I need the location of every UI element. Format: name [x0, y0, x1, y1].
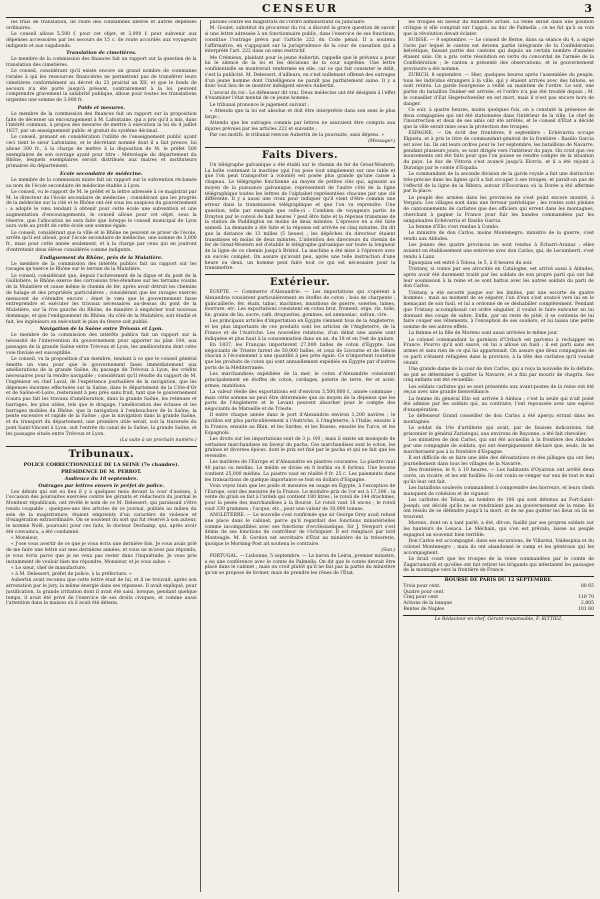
paragraph: » à M. Delessert, préfet de police, à la préfecture. »	[11, 572, 132, 577]
newspaper-title: CENSEUR	[261, 2, 339, 15]
paragraph: La valeur réelle des exportations est d'environ 3,500,000 f., année commune ; mais cette somme ne peut être déterminée que au moyen de la dépense que les ports de l'Angleterre et le Levant peuvent absorber pour le compte des négociants de Marseille et de Trieste.	[204, 389, 396, 412]
paragraph-egypte: ÉGYPTE. — Commerce d'Alexandrie. — Les importations qui s'opèrent à Alexandrie consistent particulièrement en étoffes de coton ; bois de charpente ; quincaillerie, fer, étain, tabac, machines, munitions de guerre, soieries, laines, fourrure, etc. Les exportations consistent en coton brut, froment, orge, riz, toile, lin, graine de lin, sucre, café, drogueries, gommes, sel ammoniac, safran, cire.	[204, 290, 396, 318]
stock-label: Actions de la banque	[403, 601, 453, 606]
court-title: POLICE CORRECTIONNELLE DE LA SEINE (7e chambre).	[23, 461, 180, 468]
paragraph: Les débats qui ont eu lieu il y a quelques mois devant la cour d'assises, à l'occasion des poursuites exercées contre les gérants et rédacteurs du journal le Moniteur républicain, ont révélé le nom de ce M. Delessert, qui paraissait s'être rendu coupable ; quelques-uns des articles de ce journal, publiés au milieu du sein de la magistrature, étaient empreints d'un caractère de violence et d'exagération extraordinaire. On se souvient du sort qui fut réservé à son auteur, le nommé Noël, poursuivi pour ces faits, le docteur Dechamp, qui, après avoir été convaincu, a été condamné.	[6, 489, 197, 535]
audience-date: Audience du 10 septembre.	[64, 475, 139, 482]
paragraph: Un télégraphe galvanique a été établi sur le chemin de fer de Great-Western. La boîte contenant la machine (qui l'on pose tout simplement sur une table et que l'on peut transporter à volonté) est posée plus grande qu'une caisse à chapeau. Le télégraphe fonctionne au moyen de petites clés qui, agissant au moyen de la puissance galvanique, représentent de l'autre côté de la ligne télégraphique toutes les lettres de l'alphabet représentées chacune par une clé différente. Il y a aussi une croix pour indiquer qu'il vient d'être commis une erreur dans la transmission télégraphique et que l'on va reprendre. Une question, telle par exemple que celle-ci : Combien de voyageurs partis de Drayton par le convoi de huit heures ? peut être faite et la réponse transmise de la station de Paddington en moins de deux minutes. L'épreuve en a été faite samedi. La demande a été faite et la réponse est arrivée en cinq minutes. On dit que la distance de 13 milles (5 lieues) ; les dépêches du directeur étaient transmises en moins de deux minutes. L'intention des directeurs du chemin de fer de Great-Western est d'établir le télégraphe galvanique sur toute la longueur de la ligne de ce chemin jusqu'à Bristol. La machine a été mise à l'épreuve avec un succès complet. On assure qu'avant peu, après une telle instruction d'une heure ou deux, un homme peut faire tout ce qui est nécessaire pour la transmettre.	[204, 162, 396, 272]
paragraph: Le conseil, considérant que, depuis l'achèvement de la digue et du pont de la Guillotière, le Rhône exerce des corrosions très-étendues sur les terrains voisins de la Mulatière et cause même le chemin de fer, après avoir détruit les chemins de halage et des propriétés particulières ; considérant que les ravages exercés menacent de s'étendre encore ; émet le vœu que le gouvernement fasse entreprendre et exécuter les travaux nécessaires au-dessus du pont de la Mulatière, sur la rive gauche du Rhône, de manière à empêcher tout nouveau dommage, et que l'endiguement du Rhône, du côté de la Mulatière, soit étudié et fait, les ingénieurs en exécutant le plan du fleuve soit publié.	[6, 273, 197, 325]
divider	[205, 147, 396, 148]
paragraph: Le membre de la commission des intérêts publics fait un rapport sur la nécessité de l'intervention du gouvernement pour apporter au plan 104, aux passages de la grande Saône entre Trévoux et Lyon, les améliorations dont cette voie fluviale est susceptible.	[6, 333, 197, 356]
stock-row	[403, 607, 594, 613]
paragraph: Les marchandises expédiées de la mer, le coton d'Alexandrie consistent principalement en étoffes de coton, cordages, poterie de terre, fer et acier, armes, munitions.	[204, 372, 396, 389]
section-heading: Endiguement du Rhône, près de la Mulatière.	[39, 254, 163, 261]
paragraph: Il entre chaque année dans le port d'Alexandrie environ 1,200 navires ; le pavillon est plus particulièrement à l'Autriche, à l'Angleterre, à l'Italie, ensuite à la France, ensuite au Rhin, et les Sardes, et les Russes, ensuite les Turcs, et les Espagnols.	[204, 413, 396, 436]
paragraph: Ce soir, à quatre heures, moins quelques fois, on a constaté la présence de deux compagnies qui ont été stationnées dans l'intérieur de la ville. Le chef de l'insurrection et deux de ses amis ont été arrêtés, et le conseil d'État a décidé que la ville serait mise sous la protection des troupes.	[403, 107, 595, 130]
section-title-exterieur: Extérieur.	[269, 277, 331, 288]
paragraph: Egusquiza est entré à Tolosa, le 5, à 8 heures du soir.	[408, 260, 533, 266]
divider	[205, 274, 396, 275]
paragraph: SUISSE. — 9 septembre. — Le conseil de Berne, dans sa séance du 4, a signé l'acte par lequel le canton est devenu partie intégrante de la Confédération helvétique, faisant partie des cantons qui depuis un certain nombre d'années étaient unis. On a pris cette résolution en vertu du concordat de l'armée de la Confédération ; le canton a présenté des observations, et le gouvernement provisoire a été nommé.	[403, 37, 595, 72]
column-2	[205, 20, 400, 892]
paragraph: Le conseil, considérant qu'il existe encore un grand nombre de communes rurales à qui les ressources financières ne permettent pas de transférer leurs cimetières conformément au décret du 23 prairial an XII, et que le fonds de secours n'a été porté jusqu'à présent, contrairement à la loi, peuvent comprendre gravement la salubrité publique, alloue pour toutes les translations urgentes une somme de 3,000 fr.	[6, 69, 197, 103]
paragraph: Une grande dame de la cour de don Carlos, qui a reçu la nouvelle de la défaite, ne put se déterminer à quitter la Navarre, et a fini par mourir de chagrin. Ses cinq enfants ont été recueillis.	[403, 366, 595, 384]
section-title-faits-divers: Faits Divers.	[261, 149, 339, 161]
paragraph: Le colonel commandant la garnison d'Urdach est parvenu à rechapper en France. Pourvu qu'il soit sauvé, on lui a alloué un fusil ; il est parti sans ses armes et sans rien de ce qui lui appartenait. On assure que deux compagnies de ce parti s'étaient réfugiées dans la province, à la tête des carlistes qu'il voulait réunir.	[403, 337, 595, 366]
stock-value: 101 60	[577, 606, 595, 612]
paragraph: Don Carlos est accompagné, dans ses excursions, de Villaréal, Valdespina et du colonel Montenegro ; mais ils ont abandonné le camp et les généraux qui les accompagnent.	[403, 539, 595, 556]
paragraph-angleterre: ANGLETERRE. — Le nouvelle s'est confirmée que sir George Grey avait refusé une place dans le cabinet, parce qu'il regardait des fonctions ministérielles comme incompatibles avec ses fonctions d'ecclésiastique. Sir J. Newport s'est démis de ses fonctions de contrôleur de l'échiquier. Il est remplacé par lord Monteagle. M. B. Gordon est secrétaire d'État au ministère de la trésorerie, quoique le Morning-Post ait soutenu le contraire.	[204, 513, 396, 547]
presidence: PRÉSIDENCE DE M. PERROT.	[61, 468, 142, 475]
paragraph: Les droits sur les importations sont de 3 p. 0/0 ; mais il existe un monopole de certaines marchandises en faveur du pacha. Ces marchandises sont le coton, les graines et diverses épices, dont le prix est fixé par le pacha et qui ne fait que les revendre.	[204, 436, 396, 459]
paragraph-portugal: PORTUGAL. — Lisbonne, 5 septembre. — Le baron de Leiria, premier ministre, a eu une conférence avec le comte de Palmella. On dit que le comte devrait être placé dans le cabinet ; mais on croit plutôt qu'il ne fait pas la partie du ministère qu'on se propose de former, mais de prendre les rênes de l'État.	[204, 553, 396, 576]
paragraph: La femme d'Elio s'est rendue à Combo.	[408, 224, 500, 230]
paragraph: L'avocat du roi : Le défenseur dit vrai. Deux médecins ont été désignés à l'effet d'examiner l'état mental de ce jeune homme.	[204, 90, 396, 102]
section-title-tribunaux: Tribunaux.	[68, 448, 135, 460]
paragraph: Me Crémieux, plaidant pour le jeune Aubertin, rappelle que le prévenu a pour lui le silence de la loi et les décisions de la cour suprême. Une lettre confidentielle se montrerait renfermée en elle, car ce qui fait consister le délit, c'est la publicité. M. Delessert, d'ailleurs, en s'est nullement offensé des outrages d'un jeune homme dont l'intelligence ne paraît pas parfaitement saine. Il y a donc tout lieu de se montrer indulgent envers Aubertin.	[204, 55, 396, 90]
paragraph: ZURICH, 8 septembre. — Hier, quelques heures après l'assemblée du peuple, tous les individus étrangers à la ville, qui y étaient arrivés avec des bâtons, se sont retirés. La garde bourgeoise a veillé au maintien de l'ordre. Le soir, une partie du bataillon Dunker est arrivée, et l'ordre n'a pas été troublé depuis ; M. le conseiller d'Eat Hegetschweiler en est mort, mais il n'est pas encore hors de danger.	[403, 72, 595, 107]
editor-signature: Le Rédacteur en chef, Gérant responsable, F. RITTIEZ.	[403, 615, 594, 623]
paragraph: les frais de translation, de route des condamnés libérés et autres dépenses ordinaires.	[6, 20, 197, 31]
section-heading: Translation de cimetières.	[66, 50, 137, 57]
paragraph: En 1837, les Français importèrent 27,000 balles de coton d'Égypte. Les négociants de Trieste furent de 50,000 balles, et ceux de Livourne et de Gênes chacun à l'écoulement à une quantité à peu près égale. Ce n'importent toutefois que les produits de coton qui sont annuellement expédiés en Égypte par d'autres ports de la Méditerranée.	[204, 342, 396, 371]
paragraph: La femme et la fille de Moreno sont aussi arrivées le même jour.	[408, 331, 559, 337]
paragraph: les troupes en faveur du ministère actuel. La reine serait dans une position critique si elle comptait sur l'appui, au duc de Palmella ; ce ne fut qu'à sa voix que la révolution devait éclater.	[403, 20, 595, 37]
paragraph: « J'ose vous avertir de ce que je vous écris une dernière fois. Je vous avais prié de me faire une lettre sur mes dernières années, et vous ne m'avez pas répondu, je vous écris parce que je ne veux pas rester dans l'inquiétude. Je vous prie instamment de vouloir bien me répondre, Monsieur, et je vous salue. »	[6, 542, 197, 565]
paragraph: « Le sieur, chef de manufacture,	[11, 565, 87, 571]
source-credit: (Messager.)	[368, 139, 396, 144]
paragraph: Le défenseur Grand conseiller de don Carlos a été aperçu errant dans les montagnes.	[403, 414, 595, 425]
section-heading: Ecole secondaire de médecine.	[59, 170, 143, 177]
paragraph: Les ministres de don Carlos, qui ont été accueillis à la frontière des Aldudes par une compagnie de soldats, qui ont énergiquement déclaré que, seuls, ils ne marcheraient pas à la frontière d'Espagne.	[403, 438, 595, 455]
paragraph: Les principaux articles d'importation en Égypte viennent tous de la Angleterre, et les plus importants de ces produits sont les articles de l'Angleterre, de la France et de l'Autriche. Les nouvelles relations, d'un débat une année sont indiquées et plus haut à la consommation dans un an, du 18 et en l'est de quinze.	[204, 319, 396, 342]
column-1	[6, 20, 201, 892]
stock-label: Quatre pour cent	[403, 589, 444, 595]
paragraph: Attendu que les outrages commis par lettres ne sauraient être compris aux injures prévues par les articles 222 et suivants ;	[204, 120, 396, 132]
paragraph: Vous voyez bien que les poids et mesures en usage en Égypte, à l'exception de l'Europe, sont des mesures de la France. Le moindre prix de l'or est à 17,306 ; la vente du grain se fait à l'ardeb qui contient 180 litres ; le rotoli de 144 drachmes, pour la pesée des marchandises à la Bourse. Le rotoli vaut 18 onces ; le rotoli vaut 330 grammes ; l'acque, etc., pour une valeur de 30,000 tonnes.	[204, 483, 396, 512]
stock-value: 2,805	[580, 601, 595, 606]
paragraph: « Monsieur,	[11, 536, 39, 541]
paragraph: Le bruit court que les troupes de la reine commandées par le comte de Zugarramurdi et qu'elles ont fait retirer les brigands qui infestaient les passages de la montagne vers la frontière de France.	[403, 556, 595, 574]
paragraph: « Attendu que la loi est absolue et doit être interprétée dans son sens le plus large ;	[204, 108, 396, 120]
paragraph: Le conseil, considérant que la ville et le Rhône ne peuvent se priver de l'école, arrête qu'il est alloué, pour l'école secondaire de médecine, une somme de 3,000 fr., mais pour cette année seulement, et à la charge par ceux qui en jouiront d'entretenir deux élèves considérés comme indigents.	[6, 230, 197, 253]
paragraph: Le commandant de la seconde division de la garde royale a fait une distinction très-précise dans les lignes qu'il a fait occuper à ses troupes, et paraît-on pas de l'effectif de la ligne de la Ribera, autour d'Escoriaza où la Dorée a été affermie par la place.	[403, 172, 595, 195]
stock-label: Rentes de Naples	[403, 606, 445, 612]
paragraph: Le membre de la commission des finances fait un rapport sur la proposition faite de décerner un encouragement à M. Lafontaine, qui a pris qu'il a mis, dans l'intérêt commun, à propos des mesures de mettre à exécution la loi du 4 juillet 1837, par un enseignement public et gratuit du système décimal.	[6, 111, 197, 134]
paragraph: Aubertin avait reconnu que cette lettre était de lui, et il ne trouvait, après son arrestation par le jury, la même énergie dans ses réponses. Il avait expliqué, pour justification, la grande irritation dont il avait été saisi, lorsque, pendant quelque temps, il avait été privé de l'exercice de ses droits civiques, et comme aussi l'attention dans la maison où il avait été détenu.	[6, 578, 197, 607]
paragraph: Les carlistes de Tolosa, au nombre de 100 qui sont détenus au Fort-Saint-Joseph, ont décidé qu'ils ne se rendraient pas au gouvernement de la reine. Ils ont résolu de se défendre jusqu'à la mort, et de ne pas quitter les lieux où ils se trouvent.	[403, 497, 595, 520]
masthead	[6, 2, 594, 18]
paragraph: Le ministre de don Carlos, moins Montenegro, ministre de la guerre, s'est rendu aux Aldudes.	[403, 231, 595, 242]
paragraph: M. Goulet, substitut du procureur du roi, a discuté la grave question de savoir si une lettre adressée à un fonctionnaire public, dans l'exercice de ses fonctions, constitue l'outrage prévu par l'article 222 du Code pénal. Il a soutenu l'affirmative, en s'appuyant sur la jurisprudence de la cour de cassation qui a interprété l'art. 222 dans un sens restrictif.	[204, 26, 396, 55]
paragraph: Le conseil, vu la proposition d'un membre, tendant à ce que le conseil général émette un vœu pour que le gouvernement fasse immédiatement aux améliorations de la grande Saône, du passage de Trévoux à Lyon, les crédits nécessaires pour la rendre navigable ; considérant qu'il résulte du rapport de M. l'ingénieur en chef Laval, de l'expérience journalière de la navigation, que les dépenses énormes effectuées sur la Saône, dans le département de la Côte-d'Or et de Saône-et-Loire, resteraient à peu près sans fruit, tant que le gouvernement n'aura pas fait les travaux d'amélioration, dans la grande Saône, les retenues et barrages, les plus utiles, tels que le dragage, l'amélioration des écluses et les barrages mobiles du Rhône, que la navigation à l'embouchure de la Saône, la pente excessive et rapide de la Saône ; que la navigation dans la grande Saône, et du transport du département, une première utile serait, soit la traversée du pont Saint-Vincent à Lyon, soit l'entrée du canal de la Saône, la grande Saône, et les passages situés entre Trévoux et Lyon.	[6, 356, 197, 437]
paragraph: Le membre de la commission des finances fait un rapport sur la question de la translation des cimetières.	[6, 57, 197, 68]
article-columns	[6, 20, 594, 892]
paragraph: Le conseil alloue 5,500 f. pour cet objet, et 3,000 f. pour subvenir aux dépenses accessoires par les secours de 15 c. de route accordés aux voyageurs indigents et aux vagabonds.	[6, 32, 197, 49]
paragraph: Le conseil, vu le rapport de M. le préfet et la lettre adressée à ce magistrat par M. le directeur de l'école secondaire de médecine ; considérant que les progrès de la médecine sur la cité et le Rhône ont été sous les auspices du gouvernement ; a adopté le vœu tendant à obtenir pour cette école une subvention et une augmentation d'encouragements, le conseil alloue pour cet objet, sous la réserve, que l'allocation ne sera faite que lorsque le conseil municipal de Lyon aura voté au profit de cette école une somme égale.	[6, 189, 197, 230]
source-credit: (Sun.)	[381, 548, 396, 553]
stock-label: Trois pour cent.	[403, 583, 441, 589]
paragraph: Il est difficile de se faire une idée des dévastations et des pillages qui ont lieu journellement dans tous les villages de la Navarre.	[403, 456, 595, 467]
paragraph: Le membre de la commission mixte fait un rapport sur le subvention réclamée au nom de l'école secondaire de médecine établie à Lyon.	[6, 177, 197, 189]
paragraph: La femme du général Elio est arrivée à Ainhoa ; c'est la seule qui n'ait point été admise par les soldats qui, au contraire, l'ont repoussée avec une espèce d'exaspération.	[403, 396, 595, 413]
stock-exchange-box	[403, 576, 594, 613]
paragraph: Le soldat du 10e d'artillerie qui avait, par de fausses indications, fait prisonnier le général Zariategui, aux environs de Bayonne, a été fait chevalier.	[403, 426, 595, 437]
paragraph: Le conseil, prenant en considération l'utilité de l'enseignement public ayant ceci tient le sieur Lafontaine, et le décrétant nommé dont il a fait preuve, lui alloue 300 fr., à la charge de mettre à la disposition de M. le préfet 500 exemplaires de son ouvrage ayant pour titre : Métrologie du département du Rhône, lesquels exemplaires seront distribués aux maires et instituteurs primaires du département.	[6, 135, 197, 169]
paragraph: Tristany a été escorté jusque sur les limites, par une escorte de quatre hommes ; mais au moment de se séparer, l'un d'eux s'est avancé vers lui en le menaçant de son fusil, et lui a ordonné de se déshabiller complètement. Pendant que Tristany accomplissait cet ordre singulier, il voulut le faire exécuter en lui donnant des coups de sabre. Enfin, par un reste de pitié, il se contenta de lui faire couper ses vêtements, à l'exception de ses souliers, et lui laissa une petite somme de ses autres effets.	[403, 290, 595, 330]
stock-exchange-title: BOURSE DE PARIS DU 12 SEPTEMBRE.	[444, 577, 553, 583]
stock-value: 110 70	[577, 595, 595, 601]
paragraph: Les soldats carlistes qui se sont présentés aux avant-postes de la reine ont été reçus avec une grande bienveillance.	[403, 384, 595, 396]
continued-note: (La suite à un prochain numéro.)	[120, 437, 197, 443]
paragraph: Des frontières, le 9, à 10 heures. — Les habitants d'Oyarzun ont arrêté deux curés, un vicaire, et les ont fusillés. Ils ont voulu se venger sur eux de tout le mal qu'ils leur ont fait.	[403, 468, 595, 485]
paragraph: Les bataillons soulevés commandent à comprendre des horreurs, et leurs chefs manquent de cohésion et de vigueur.	[403, 485, 595, 497]
stock-value: 80 65	[580, 583, 595, 589]
case-title: Outrages par lettres envers le préfet de police.	[38, 482, 165, 489]
paragraph: Tristany, si connu par ses atrocités en Catalogne, est arrivé aussi à Aldudes, après avoir été durement traité par les soldats de son propre parti qui ont fait leur soumission à la reine et se sont battus avec les autres soldats du parti de don Carlos.	[403, 267, 595, 290]
paragraph: paroles contre les magistrats de l'ordre administratif ou judiciaire.	[209, 20, 366, 25]
page-number: 3	[584, 2, 592, 15]
paragraph: Le membre de la commission des intérêts publics fait un rapport sur les ravages qu'exerce le Rhône sur le terrain de la Mulatière.	[6, 261, 197, 273]
section-heading: Navigation de la Saône entre Trévoux et Lyon.	[39, 326, 164, 333]
column-3	[403, 20, 594, 892]
paragraph: Les matières de l'Europe et d'Alexandrie en piastres courantes. La piastre vaut 40 paras ou médins. Le médin se divise en 8 borbia ou 6 forlous. Une bourse contient 25,000 médins. La piastre vaut en réalité 0 fr. 25 c. Les paiements dans les transactions de quelque importance se font en dollars d'Espagne.	[204, 460, 396, 483]
paragraph-espagne: ESPAGNE. — On écrit des frontières, 8 septembre : Echévarria occupe Elgueta, et à pris le titre de commandant-général de la frontière : Basilio Garcia est avec lui. Ils ont leurs ordres pour le 1er septembre, les bataillons de Navarre, pendant plusieurs jours, se sont dirigés vers l'intérieur du pays. On croit que ces mouvements ont été faits pour que l'on puisse se rendre compte de la situation du pays. Le duc de Vittoria s'est avancé jusqu'à Elorrio, et il a été rejoint à Durango par le comte d'España.	[403, 131, 595, 171]
paragraph: Le tribunal prononce le jugement suivant :	[209, 102, 310, 108]
section-heading: Poids et mesures.	[77, 104, 126, 111]
paragraph: Les jeunes des quatre provinces ne sont rendus à Echarri-Aranaz ; elles avaient un établissement une entrevue avec don Carlos, qui, de Lecumberri, s'est rendu à Lanz.	[403, 243, 595, 260]
paragraph: Moreno, dont on a tant parlé, a été, dit-on, fusillé par ses propres soldats sur les hauteurs de Lesaca. Le Méchain, qui s'en est prévalu, laisse au peuple espagnol un souvenir bien terrible.	[403, 521, 595, 538]
paragraph: Par ces motifs, le tribunal renvoie Aubertin de la poursuite, sans dépens. »	[209, 132, 385, 138]
stock-label: Cinq pour cent	[403, 595, 439, 601]
paragraph: Le peuple des armées dans les provinces ne s'est point encore montré, à Vergara. Les villages sont dans une ferveur patriotique ; les routes sont pleines de cantonnements de carlistes que des officiers qui errent dans les montagnes, cherchant à gagner la France pour fuir les bandes commandées par les sanguinaires Echévarria et Basilio Garcia.	[403, 195, 595, 224]
divider	[6, 446, 197, 447]
